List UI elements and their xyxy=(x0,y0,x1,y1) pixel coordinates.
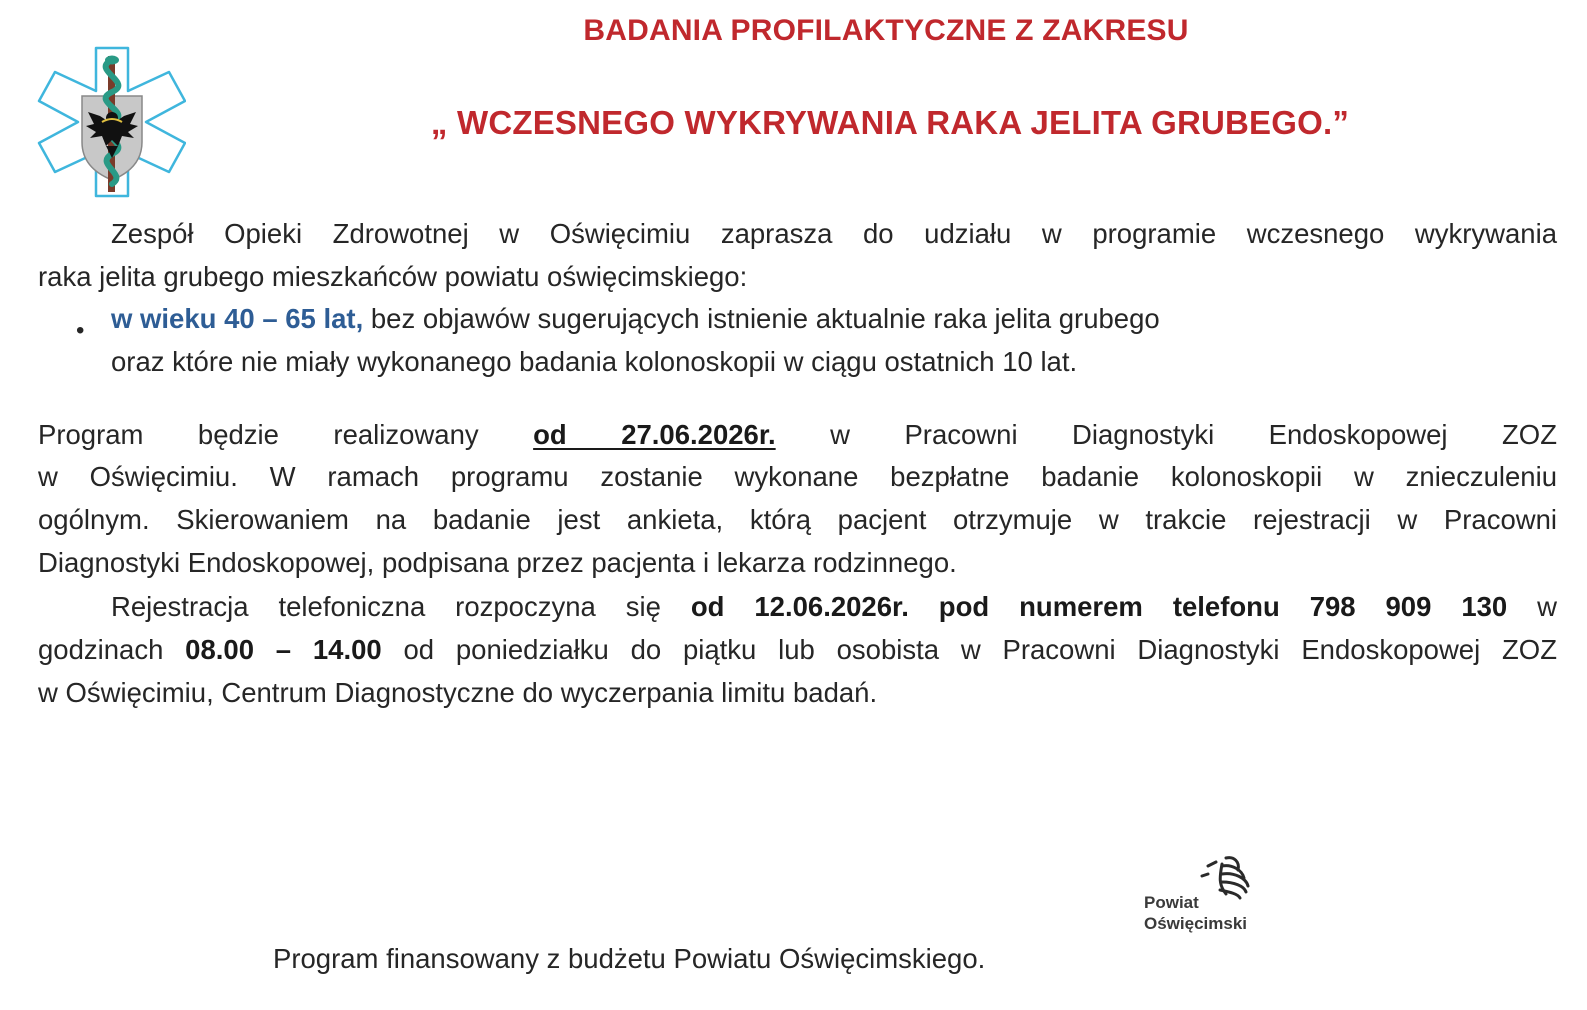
funding-note: Program finansowany z budżetu Powiatu Oświęcimskiego. xyxy=(273,943,986,974)
registration-line2-pre: godzinach xyxy=(38,634,186,665)
page-title-line2: „ WCZESNEGO WYKRYWANIA RAKA JELITA GRUBEGO.” xyxy=(430,104,1350,141)
criteria-line2: oraz które nie miały wykonanego badania kolonoskopii w ciągu ostatnich 10 lat. xyxy=(111,346,1078,377)
registration-line1-pre: Rejestracja telefoniczna rozpoczyna się xyxy=(111,591,691,622)
program-start-date: od 27.06.2026r. xyxy=(533,419,776,450)
program-line4: Diagnostyki Endoskopowej, podpisana przez pacjenta i lekarza rodzinnego. xyxy=(38,547,957,578)
registration-line2-post: od poniedziałku do piątku lub osobista w Pracowni Diagnostyki Endoskopowej ZOZ xyxy=(381,634,1557,665)
powiat-logo-line1: Powiat xyxy=(1144,893,1199,912)
registration-hours: 08.00 – 14.00 xyxy=(185,634,382,665)
intro-line1: Zespół Opieki Zdrowotnej w Oświęcimiu zaprasza do udziału w programie wczesnego wykrywania xyxy=(111,218,1557,249)
program-line3: ogólnym. Skierowaniem na badanie jest ankieta, którą pacjent otrzymuje w trakcie rejestracji w Pracowni xyxy=(38,504,1557,535)
program-line2: w Oświęcimiu. W ramach programu zostanie wykonane bezpłatne badanie kolonoskopii w znieczuleniu xyxy=(38,461,1557,492)
criteria-line1-rest: bez objawów sugerujących istnienie aktualnie raka jelita grubego xyxy=(363,303,1160,334)
registration-date-phone: od 12.06.2026r. pod numerem telefonu 798 909 130 xyxy=(690,591,1508,622)
powiat-logo-line2: Oświęcimski xyxy=(1144,914,1248,933)
age-range: w wieku 40 – 65 lat, xyxy=(111,303,364,334)
registration-line2 xyxy=(38,628,1557,671)
intro-line2: raka jelita grubego mieszkańców powiatu oświęcimskiego: xyxy=(38,261,748,292)
registration-line3: w Oświęcimiu, Centrum Diagnostyczne do wyczerpania limitu badań. xyxy=(38,677,878,708)
program-line1 xyxy=(38,413,1557,456)
registration-line1 xyxy=(38,585,1557,628)
program-line1-post: w Pracowni Diagnostyki Endoskopowej ZOZ xyxy=(775,419,1557,450)
program-line1-pre: Program będzie realizowany xyxy=(38,419,534,450)
registration-line1-post: w xyxy=(1507,591,1558,622)
page-title-line1: BADANIA PROFILAKTYCZNE Z ZAKRESU xyxy=(583,14,1189,47)
bullet-icon: • xyxy=(76,317,85,344)
powiat-logo-text xyxy=(1144,892,1247,934)
criteria-line1 xyxy=(111,297,1160,340)
